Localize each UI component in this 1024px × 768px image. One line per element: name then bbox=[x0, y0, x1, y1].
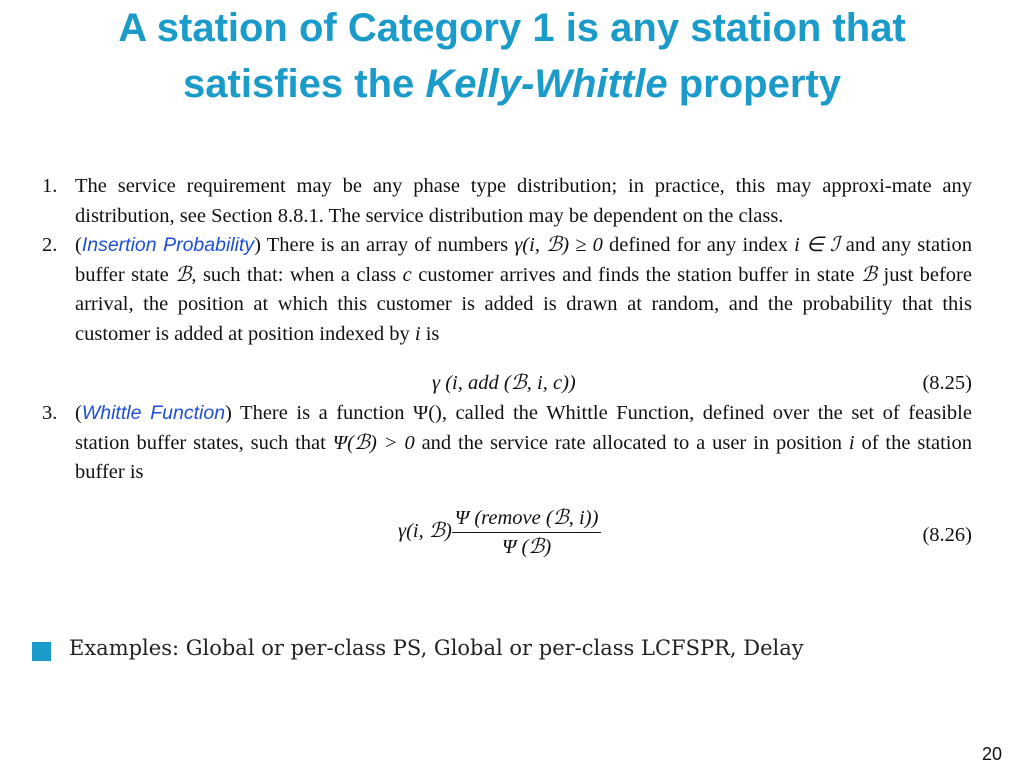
equation-tag: (8.26) bbox=[922, 523, 972, 546]
slide-title bbox=[0, 0, 1024, 112]
equation-prefix: γ(i, ℬ) bbox=[398, 519, 452, 542]
title-emphasis: Kelly-Whittle bbox=[425, 62, 668, 106]
item-text: of the station buffer is bbox=[75, 431, 972, 483]
title-line-2 bbox=[0, 56, 1024, 112]
equation-expr: γ (i, add (ℬ, i, c)) bbox=[432, 372, 576, 394]
title-text-b: property bbox=[667, 62, 841, 106]
item-label: Insertion Probability bbox=[81, 234, 255, 256]
item-text: just before arrival, the position at which this customer is added is drawn at random, and the probability that this customer is added at position indexed by bbox=[75, 263, 972, 345]
math-expr: γ(i, ℬ) ≥ 0 bbox=[514, 234, 603, 256]
item-text: , such that: when a class bbox=[191, 263, 403, 286]
list-item-3: 3. (Whittle Function) There is a function Ψ(), called the Whittle Function, defined over the set of feasible station buffer states, such that Ψ(ℬ) > 0 and the service rate allocated to a user in position i of the station buffer is bbox=[40, 399, 972, 488]
title-text-a: satisfies the bbox=[183, 62, 426, 106]
equation-8-26 bbox=[40, 488, 972, 564]
item-label: Whittle Function bbox=[81, 402, 226, 424]
list-item-2: 2. (Insertion Probability) There is an array of numbers γ(i, ℬ) ≥ 0 defined for any index i ∈ ℐ and any station buffer state ℬ, such that: when a class c customer arrives and finds the station buffer in state ℬ just before arrival, the position at which this customer is added is drawn at random, and the probability that this customer is added at position indexed by i is bbox=[40, 231, 972, 349]
math-expr: ℬ bbox=[860, 263, 878, 286]
math-expr: ℬ bbox=[175, 263, 192, 286]
item-number: 1. bbox=[42, 175, 58, 197]
list-item-1 bbox=[40, 172, 972, 231]
math-expr: i ∈ ℐ bbox=[794, 234, 840, 256]
item-text: There is an array of numbers bbox=[266, 234, 515, 256]
item-text: The service requirement may be any phase type distribution; in practice, this may approxi-mate any distribution, see Section 8.8.1. The service distribution may be dependent on the class. bbox=[75, 175, 972, 227]
item-number: 3. bbox=[42, 402, 58, 424]
fraction-denominator: Ψ (ℬ) bbox=[501, 535, 552, 558]
equation-fraction bbox=[452, 504, 602, 561]
equation-expr bbox=[398, 504, 601, 561]
item-text: is bbox=[420, 322, 440, 345]
math-expr: i bbox=[414, 322, 421, 345]
math-expr: i bbox=[848, 431, 855, 454]
item-text: and the service rate allocated to a user in position bbox=[414, 431, 849, 454]
item-number: 2. bbox=[42, 234, 58, 256]
title-line-1: A station of Category 1 is any station that bbox=[118, 6, 906, 50]
item-text: and any station buffer state bbox=[75, 234, 972, 286]
bullet-square-icon bbox=[32, 642, 51, 661]
equation-8-25 bbox=[40, 349, 972, 399]
fraction-numerator: Ψ (remove (ℬ, i)) bbox=[452, 504, 602, 533]
math-expr: c bbox=[402, 263, 412, 286]
bullet-text: Examples: Global or per-class PS, Global or per-class LCFSPR, Delay bbox=[69, 636, 804, 660]
definition-list bbox=[40, 172, 972, 564]
item-text: There is a function Ψ(), called the Whittle Function, defined over the set of feasible station buffer states, such that bbox=[75, 402, 972, 454]
item-text: customer arrives and finds the station buffer in state bbox=[411, 263, 861, 286]
math-expr: Ψ(ℬ) > 0 bbox=[332, 431, 415, 454]
page-number: 20 bbox=[981, 744, 1002, 764]
equation-tag: (8.25) bbox=[922, 372, 972, 394]
item-text: defined for any index bbox=[602, 234, 795, 256]
